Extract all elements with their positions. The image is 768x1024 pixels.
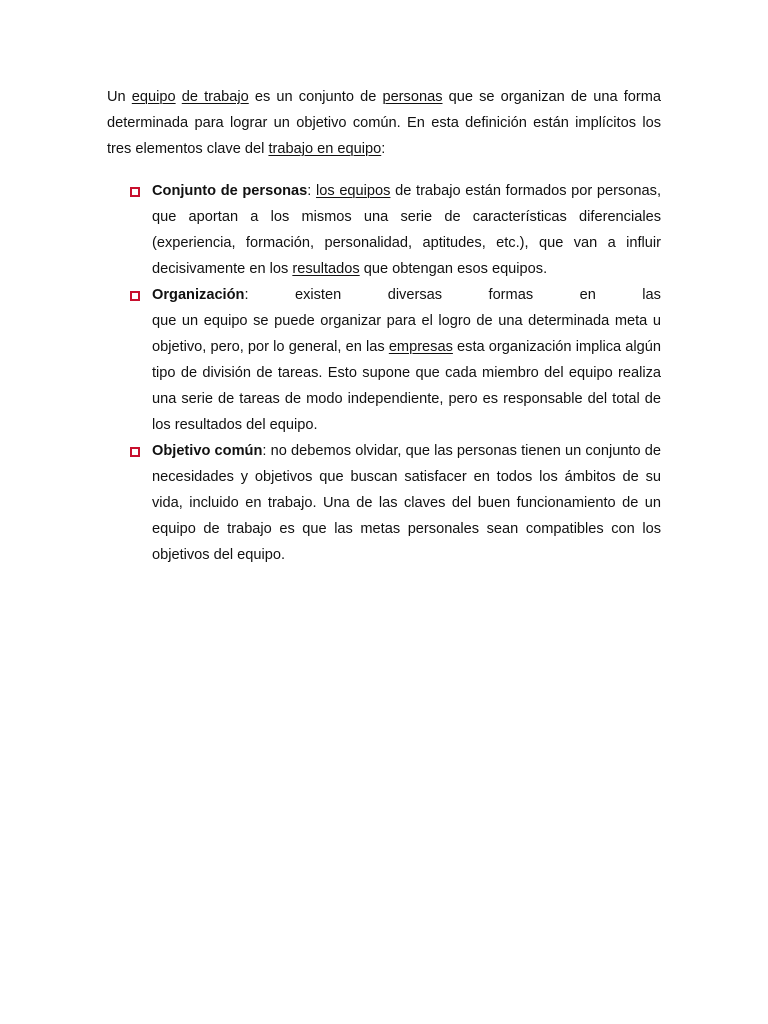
list-item-conjunto-de-personas [107,178,661,282]
hollow-square-bullet-icon [130,447,140,457]
item-separator: : [307,183,316,199]
item-term: Organización [152,287,245,303]
list-item-objetivo-comun [107,438,661,568]
item-word: diversas [387,287,443,303]
intro-text-3: es un conjunto de [248,89,383,105]
item-separator: : [244,287,249,303]
link-de-trabajo[interactable]: de trabajo [181,89,249,105]
item-word: formas [488,287,534,303]
item-term: Conjunto de personas [152,183,308,199]
link-trabajo-en-equipo[interactable]: trabajo en equipo [268,141,382,157]
item-text-end: que obtengan esos equipos. [359,261,548,277]
intro-text-1: Un [107,89,132,105]
item-term: Objetivo común [152,443,263,459]
intro-paragraph [107,84,661,162]
justified-first-line [152,282,661,308]
item-term-group [152,282,249,308]
intro-text-4: que se organizan de una forma determinada para lograr un objetivo común. En esta definición están implícitos los tres elementos clave del [107,89,662,157]
item-text: no debemos olvidar, que las personas tienen un conjunto de necesidades y objetivos que buscan satisfacer en todos los ámbitos de su vida, incluido en trabajo. Una de las claves del buen funcionamiento de un equipo de trabajo es que las metas personales sean compatibles con los objetivos del equipo. [152,443,661,563]
intro-text-5: : [381,141,386,157]
item-text: de trabajo están formados por personas, que aportan a los mismos una serie de características diferenciales (experiencia, formación, personalidad, aptitudes, etc.), que van a influir decisivamente en los [152,183,661,277]
item-word: existen [294,287,342,303]
link-resultados[interactable]: resultados [292,261,360,277]
link-los-equipos[interactable]: los equipos [316,183,391,199]
link-equipo[interactable]: equipo [131,89,176,105]
link-empresas[interactable]: empresas [388,339,453,355]
item-separator: : [262,443,271,459]
document-page [107,84,661,568]
link-personas[interactable]: personas [382,89,443,105]
key-elements-list [107,178,661,568]
hollow-square-bullet-icon [130,187,140,197]
hollow-square-bullet-icon [130,291,140,301]
item-word: las [642,287,661,303]
list-item-organizacion [107,282,661,438]
item-text-end: esta organización implica algún tipo de división de tareas. Esto supone que cada miembro del equipo realiza una serie de tareas de modo independiente, pero es responsable del total de los resultados del equipo. [152,339,661,433]
item-text: que un equipo se puede organizar para el logro de una determinada meta u objetivo, pero, por lo general, en las [152,313,661,355]
item-word: en [579,287,596,303]
